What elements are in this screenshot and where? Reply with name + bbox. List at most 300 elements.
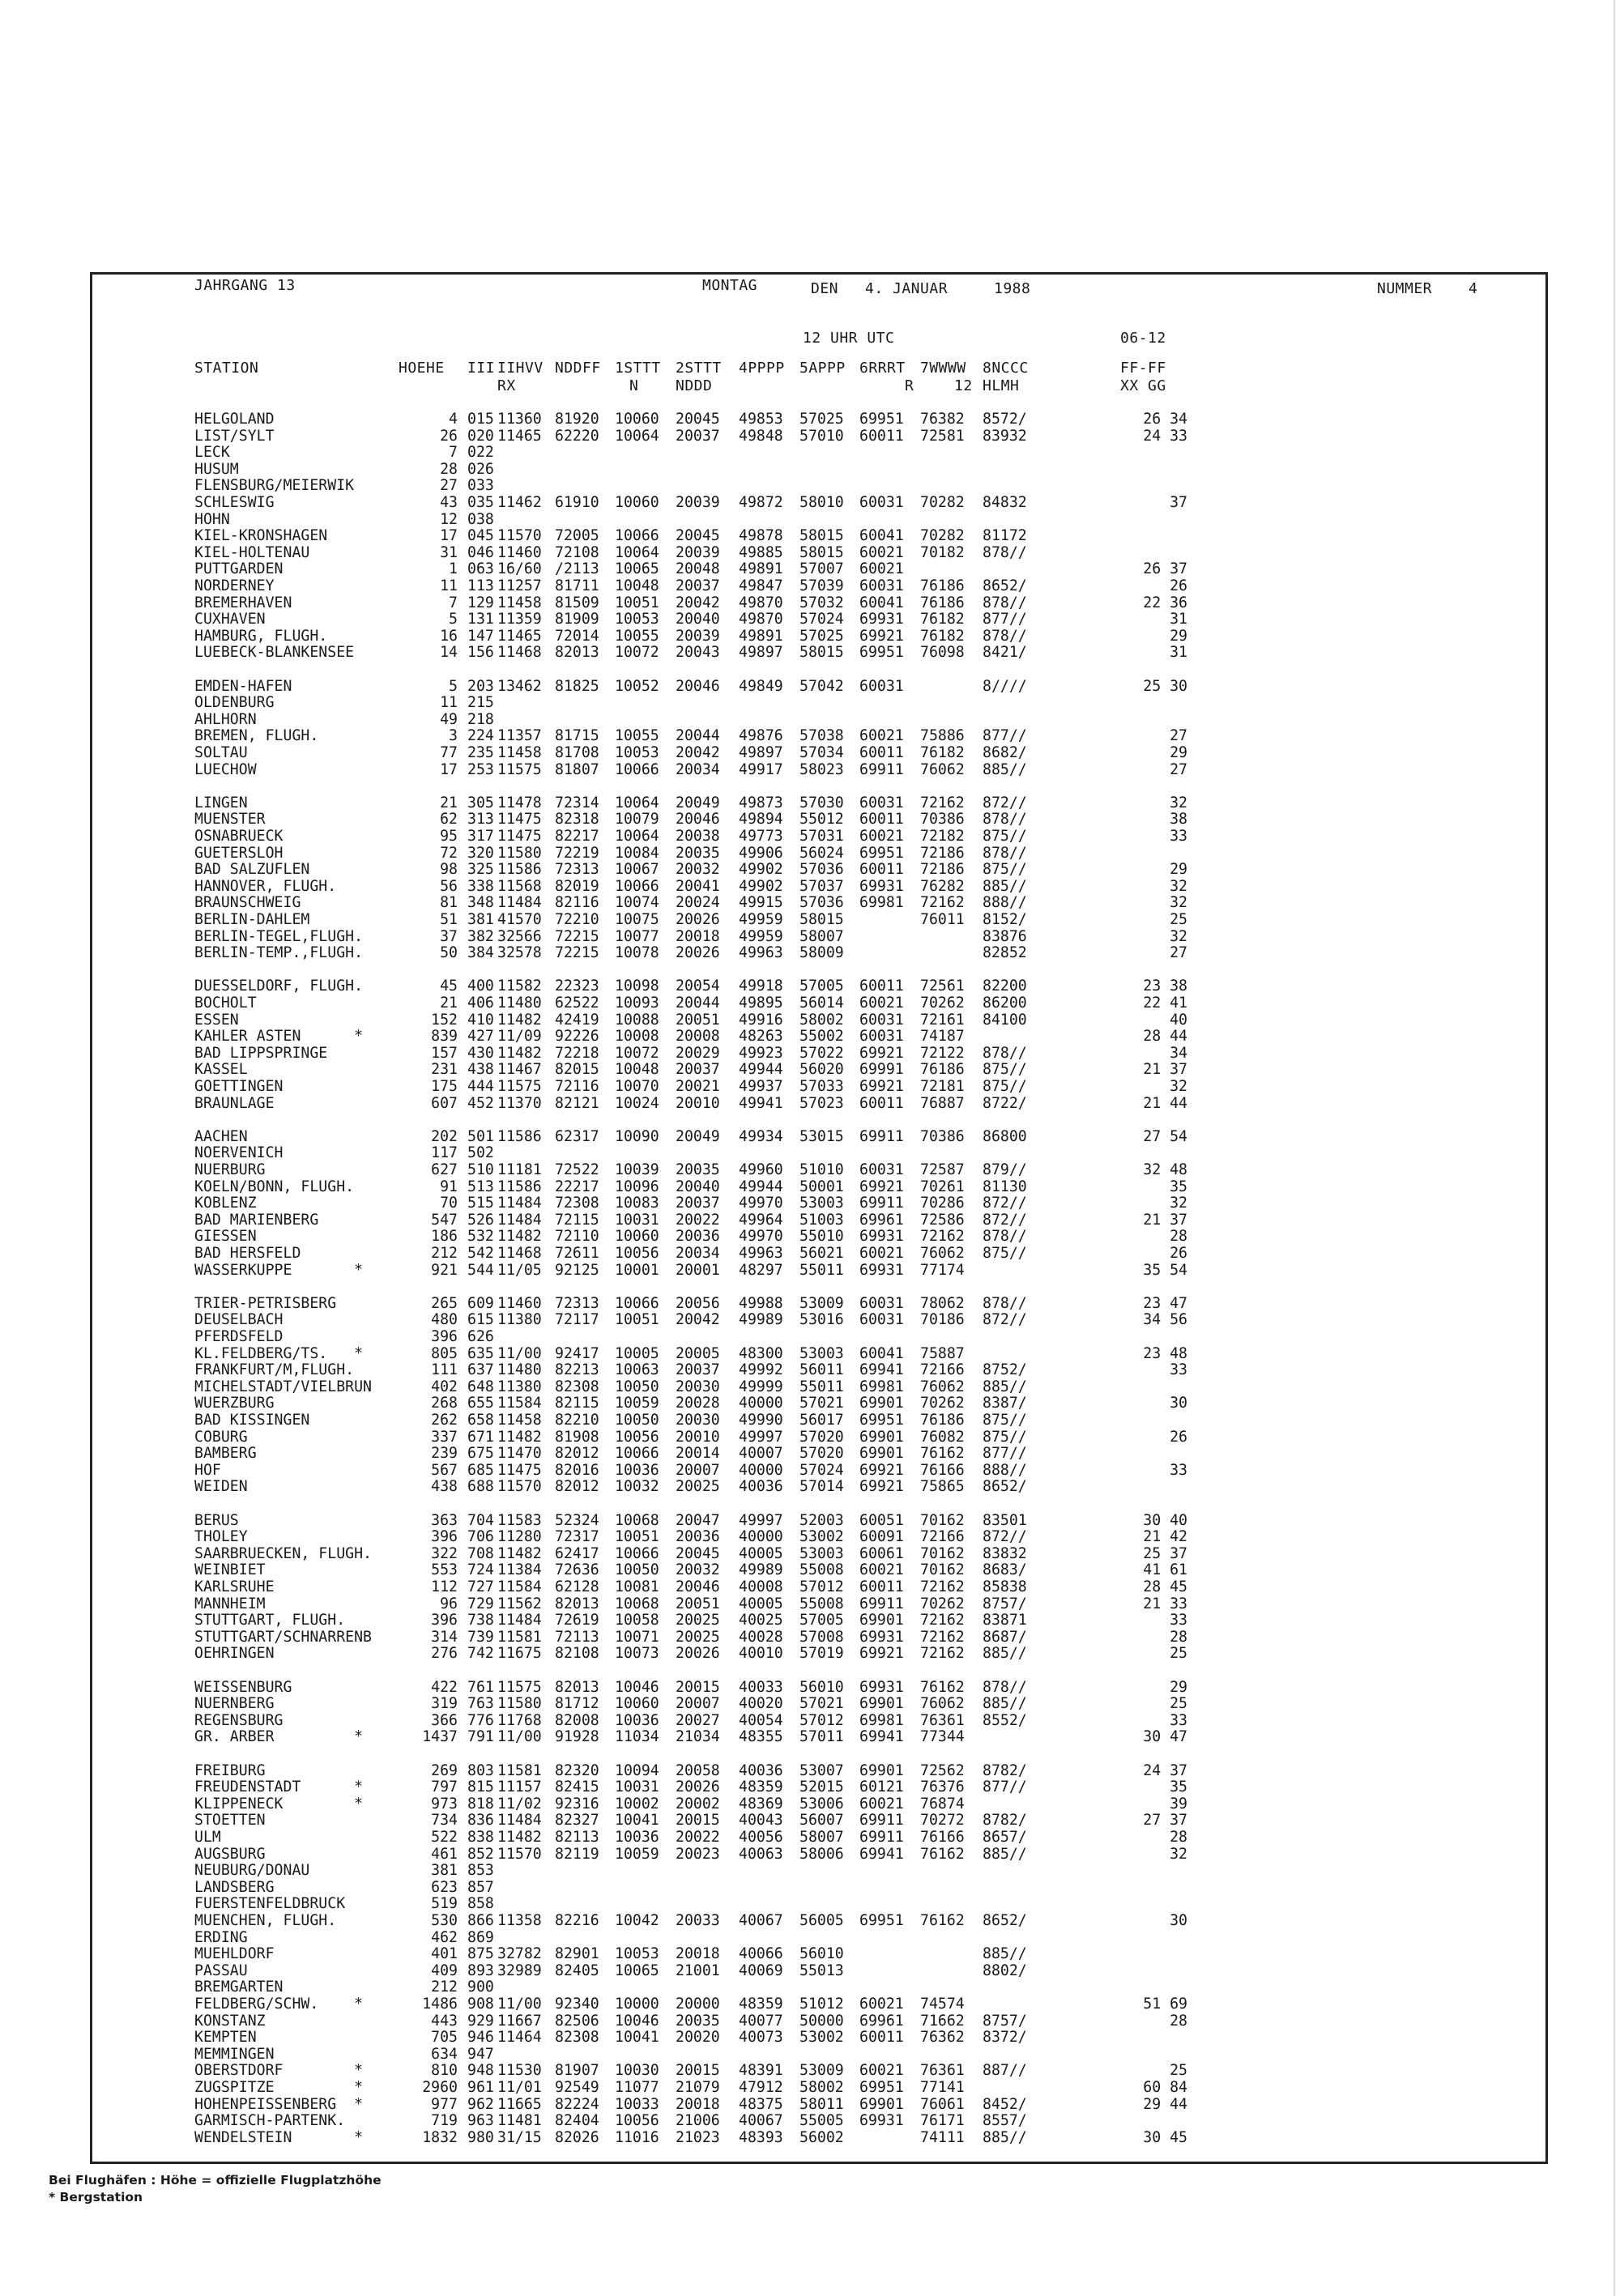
group-iihvv: 11575 (497, 760, 542, 778)
station-index: 729 (467, 1595, 494, 1612)
group-nddff: 52324 (555, 1511, 599, 1529)
group-8nccc: 82852 (983, 944, 1027, 962)
group-1sttt: 10096 (615, 1178, 659, 1195)
group-1sttt: 10050 (615, 1561, 659, 1579)
station-index: 015 (467, 411, 494, 428)
group-5appp: 53009 (799, 1294, 844, 1312)
station-height: 231 (431, 1061, 458, 1079)
group-6rrrt: 60011 (859, 744, 904, 761)
group-5appp: 51010 (799, 1161, 844, 1178)
group-7wwww: 70386 (920, 811, 965, 829)
group-1sttt: 10068 (615, 1595, 659, 1612)
station-height: 2960 (422, 2079, 458, 2096)
station-name: LINGEN (194, 794, 248, 811)
station-name: HELGOLAND (194, 411, 275, 428)
table-row (194, 1296, 1531, 1313)
station-name: NUERBURG (194, 1161, 266, 1178)
station-height: 152 (431, 1011, 458, 1029)
station-index: 384 (467, 944, 494, 962)
group-nddff: 72317 (555, 1528, 599, 1546)
group-2sttt: 20046 (676, 677, 720, 695)
group-4pppp: 49997 (739, 1428, 783, 1446)
group-5appp: 57010 (799, 427, 844, 445)
group-5appp: 57031 (799, 828, 844, 845)
group-6rrrt: 60031 (859, 794, 904, 811)
page-edge-line (1614, 0, 1615, 2296)
station-height: 443 (431, 2012, 458, 2030)
group-5appp: 55012 (799, 811, 844, 829)
station-index: 515 (467, 1195, 494, 1212)
station-index: 510 (467, 1161, 494, 1178)
group-1sttt: 10056 (615, 1245, 659, 1262)
station-index: 382 (467, 927, 494, 945)
group-6rrrt: 69921 (859, 627, 904, 645)
station-index: 215 (467, 694, 494, 712)
group-5appp: 52003 (799, 1511, 844, 1529)
group-1sttt: 10066 (615, 877, 659, 895)
station-name: KONSTANZ (194, 2012, 266, 2030)
group-iihvv: 11380 (497, 1311, 542, 1329)
table-row (194, 1596, 1531, 1613)
station-index: 655 (467, 1395, 494, 1412)
station-height: 480 (431, 1311, 458, 1329)
group-iihvv: 11464 (497, 2029, 542, 2047)
group-4pppp: 40043 (739, 1812, 783, 1830)
station-name: GUETERSLOH (194, 844, 284, 862)
group-iihvv: 11667 (497, 2012, 542, 2030)
group-8nccc: 83876 (983, 927, 1027, 945)
table-row (194, 1379, 1531, 1396)
group-iihvv: 11360 (497, 411, 542, 428)
group-8nccc: 8757/ (983, 2012, 1027, 2030)
group-4pppp: 48359 (739, 1996, 783, 2013)
ff-gust: 29 44 (1143, 2095, 1187, 2113)
group-1sttt: 11077 (615, 2079, 659, 2096)
group-1sttt: 10098 (615, 978, 659, 995)
station-index: 615 (467, 1311, 494, 1329)
ff-gust: 25 30 (1143, 677, 1187, 695)
ff-gust: 29 (1170, 1678, 1187, 1696)
group-nddff: 72218 (555, 1044, 599, 1062)
ff-gust: 29 (1170, 744, 1187, 761)
table-row (194, 445, 1531, 462)
group-4pppp: 48375 (739, 2095, 783, 2113)
station-index: 929 (467, 2012, 494, 2030)
group-7wwww: 70162 (920, 1561, 965, 1579)
group-4pppp: 49847 (739, 577, 783, 594)
group-5appp: 57011 (799, 1728, 844, 1746)
group-7wwww: 72562 (920, 1761, 965, 1779)
station-height: 268 (431, 1395, 458, 1412)
group-5appp: 53003 (799, 1344, 844, 1362)
group-nddff: 72116 (555, 1078, 599, 1095)
col-6rrrt-sub: R (905, 377, 914, 394)
station-height: 91 (440, 1178, 458, 1195)
station-name: LIST/SYLT (194, 427, 275, 445)
group-1sttt: 11016 (615, 2128, 659, 2146)
group-1sttt: 10060 (615, 1695, 659, 1713)
group-7wwww: 70386 (920, 1127, 965, 1145)
station-index: 963 (467, 2112, 494, 2130)
station-height: 7 (449, 594, 458, 611)
station-height: 96 (440, 1595, 458, 1612)
group-6rrrt: 69931 (859, 2112, 904, 2130)
group-4pppp: 40054 (739, 1711, 783, 1729)
group-1sttt: 10053 (615, 611, 659, 628)
group-8nccc: 8683/ (983, 1561, 1027, 1579)
group-1sttt: 10059 (615, 1845, 659, 1863)
group-5appp: 55008 (799, 1595, 844, 1612)
group-8nccc: 875// (983, 828, 1027, 845)
group-2sttt: 20007 (676, 1695, 720, 1713)
group-7wwww: 76062 (920, 1245, 965, 1262)
group-6rrrt: 69921 (859, 1178, 904, 1195)
group-5appp: 55013 (799, 1962, 844, 1979)
group-1sttt: 10052 (615, 677, 659, 695)
group-nddff: 42419 (555, 1011, 599, 1029)
group-2sttt: 20025 (676, 1612, 720, 1629)
group-1sttt: 10060 (615, 494, 659, 511)
group-7wwww: 76887 (920, 1094, 965, 1112)
issue-number: 4 (1469, 280, 1478, 297)
group-1sttt: 10024 (615, 1094, 659, 1112)
group-nddff: 62317 (555, 1127, 599, 1145)
group-2sttt: 20056 (676, 1294, 720, 1312)
ff-gust: 27 (1170, 760, 1187, 778)
station-name: BREMERHAVEN (194, 594, 292, 611)
group-nddff: 62522 (555, 995, 599, 1012)
station-index: 203 (467, 677, 494, 695)
group-7wwww: 76166 (920, 1829, 965, 1846)
table-row (194, 1162, 1531, 1179)
group-7wwww: 70162 (920, 1544, 965, 1562)
volume-label: JAHRGANG 13 (194, 277, 296, 294)
group-5appp: 58023 (799, 760, 844, 778)
group-iihvv: 11/09 (497, 1028, 542, 1046)
group-4pppp: 40073 (739, 2029, 783, 2047)
group-7wwww: 70262 (920, 1595, 965, 1612)
table-row (194, 2113, 1531, 2130)
group-8nccc: 875// (983, 1078, 1027, 1095)
group-nddff: 72117 (555, 1311, 599, 1329)
group-nddff: 81825 (555, 677, 599, 695)
group-nddff: 91928 (555, 1728, 599, 1746)
station-height: 186 (431, 1228, 458, 1246)
group-iihvv: 11480 (497, 995, 542, 1012)
station-name: DUESSELDORF, FLUGH. (194, 978, 364, 995)
station-height: 977 (431, 2095, 458, 2113)
group-5appp: 57030 (799, 794, 844, 811)
col-5appp: 5APPP (799, 360, 846, 377)
group-nddff: 82013 (555, 1678, 599, 1696)
group-2sttt: 20045 (676, 411, 720, 428)
group-4pppp: 49853 (739, 411, 783, 428)
group-4pppp: 48369 (739, 1795, 783, 1813)
group-4pppp: 49999 (739, 1378, 783, 1395)
group-1sttt: 10065 (615, 560, 659, 578)
ff-gust: 32 (1170, 794, 1187, 811)
station-name: KOBLENZ (194, 1195, 257, 1212)
group-6rrrt: 69921 (859, 1461, 904, 1479)
group-1sttt: 10078 (615, 944, 659, 962)
group-nddff: 72522 (555, 1161, 599, 1178)
station-name: ERDING (194, 1928, 248, 1946)
col-1sttt-sub: N (629, 377, 639, 394)
group-iihvv: 11586 (497, 1178, 542, 1195)
group-1sttt: 10060 (615, 1228, 659, 1246)
group-2sttt: 20045 (676, 1544, 720, 1562)
group-nddff: 72210 (555, 911, 599, 928)
group-7wwww: 76166 (920, 1461, 965, 1479)
station-index: 761 (467, 1678, 494, 1696)
group-6rrrt: 69951 (859, 844, 904, 862)
group-1sttt: 10005 (615, 1344, 659, 1362)
station-height: 319 (431, 1695, 458, 1713)
group-1sttt: 10072 (615, 644, 659, 662)
group-7wwww: 76361 (920, 2062, 965, 2080)
group-5appp: 53007 (799, 1761, 844, 1779)
group-1sttt: 10056 (615, 2112, 659, 2130)
station-height: 17 (440, 760, 458, 778)
group-8nccc: 8782/ (983, 1812, 1027, 1830)
station-name: FREIBURG (194, 1761, 266, 1779)
group-6rrrt: 60031 (859, 1161, 904, 1178)
group-5appp: 56021 (799, 1245, 844, 1262)
station-index: 063 (467, 560, 494, 578)
group-7wwww: 70186 (920, 1311, 965, 1329)
group-7wwww: 78062 (920, 1294, 965, 1312)
group-2sttt: 20007 (676, 1461, 720, 1479)
station-name: KL.FELDBERG/TS. * (194, 1344, 364, 1362)
group-nddff: 72215 (555, 927, 599, 945)
group-iihvv: 11582 (497, 978, 542, 995)
table-row (194, 1046, 1531, 1063)
ff-gust: 28 (1170, 1829, 1187, 1846)
group-6rrrt: 69981 (859, 1378, 904, 1395)
group-2sttt: 20014 (676, 1445, 720, 1463)
station-height: 797 (431, 1778, 458, 1796)
station-index: 113 (467, 577, 494, 594)
group-iihvv: 11460 (497, 543, 542, 561)
station-index: 900 (467, 1979, 494, 1996)
group-1sttt: 10068 (615, 1511, 659, 1529)
station-index: 947 (467, 2045, 494, 2063)
group-6rrrt: 69911 (859, 1829, 904, 1846)
station-name: GIESSEN (194, 1228, 257, 1246)
group-8nccc: 878// (983, 1678, 1027, 1696)
group-7wwww: 76062 (920, 1378, 965, 1395)
group-8nccc: 8757/ (983, 1595, 1027, 1612)
station-name: THOLEY (194, 1528, 248, 1546)
ff-gust: 28 (1170, 1228, 1187, 1246)
station-height: 50 (440, 944, 458, 962)
table-row (194, 695, 1531, 712)
group-nddff: 72108 (555, 543, 599, 561)
station-name: KAHLER ASTEN * (194, 1028, 364, 1046)
ff-gust: 32 (1170, 1195, 1187, 1212)
station-index: 532 (467, 1228, 494, 1246)
group-nddff: 22323 (555, 978, 599, 995)
group-7wwww: 76186 (920, 1061, 965, 1079)
station-height: 567 (431, 1461, 458, 1479)
group-7wwww: 74187 (920, 1028, 965, 1046)
group-8nccc: 877// (983, 1778, 1027, 1796)
table-row (194, 945, 1531, 962)
col-iii: III (467, 360, 496, 377)
ff-gust: 35 (1170, 1778, 1187, 1796)
footnote-airport-height: Bei Flughäfen : Höhe = offizielle Flugplatzhöhe (49, 2173, 382, 2187)
group-2sttt: 20037 (676, 1195, 720, 1212)
group-5appp: 57021 (799, 1695, 844, 1713)
group-4pppp: 49997 (739, 1511, 783, 1529)
group-6rrrt: 69921 (859, 1078, 904, 1095)
group-iihvv: 11580 (497, 1695, 542, 1713)
group-8nccc: 878// (983, 1044, 1027, 1062)
group-iihvv: 11570 (497, 527, 542, 545)
group-5appp: 58006 (799, 1845, 844, 1863)
group-2sttt: 20035 (676, 1161, 720, 1178)
group-2sttt: 20005 (676, 1344, 720, 1362)
group-1sttt: 10041 (615, 1812, 659, 1830)
group-5appp: 57020 (799, 1445, 844, 1463)
ff-gust: 32 (1170, 927, 1187, 945)
station-index: 706 (467, 1528, 494, 1546)
col-hoehe: HOEHE (399, 360, 445, 377)
group-6rrrt: 60031 (859, 494, 904, 511)
group-nddff: 82308 (555, 1378, 599, 1395)
group-2sttt: 20045 (676, 527, 720, 545)
group-4pppp: 49894 (739, 811, 783, 829)
group-2sttt: 20032 (676, 861, 720, 879)
station-index: 320 (467, 844, 494, 862)
station-index: 022 (467, 444, 494, 462)
group-2sttt: 20046 (676, 811, 720, 829)
group-iihvv: 32782 (497, 1945, 542, 1963)
group-8nccc: 8752/ (983, 1361, 1027, 1379)
table-row (194, 1195, 1531, 1212)
table-row (194, 1029, 1531, 1046)
ff-gust: 27 37 (1143, 1812, 1187, 1830)
group-iihvv: 11/00 (497, 1728, 542, 1746)
group-7wwww: 76062 (920, 1695, 965, 1713)
ff-gust: 27 (1170, 944, 1187, 962)
group-1sttt: 10032 (615, 1478, 659, 1496)
group-4pppp: 49918 (739, 978, 783, 995)
group-1sttt: 10067 (615, 861, 659, 879)
group-2sttt: 20037 (676, 1061, 720, 1079)
group-1sttt: 10046 (615, 1678, 659, 1696)
group-2sttt: 20039 (676, 543, 720, 561)
table-row (194, 1979, 1531, 1996)
group-1sttt: 10051 (615, 594, 659, 611)
group-8nccc: 872// (983, 794, 1027, 811)
station-height: 366 (431, 1711, 458, 1729)
group-2sttt: 20010 (676, 1094, 720, 1112)
station-index: 033 (467, 477, 494, 495)
group-2sttt: 20037 (676, 577, 720, 594)
ff-gust: 27 (1170, 727, 1187, 745)
group-2sttt: 21079 (676, 2079, 720, 2096)
group-7wwww: 72586 (920, 1211, 965, 1229)
table-row (194, 795, 1531, 812)
table-row (194, 1963, 1531, 1980)
group-5appp: 53002 (799, 2029, 844, 2047)
group-1sttt: 10048 (615, 577, 659, 594)
station-name: NUERNBERG (194, 1695, 275, 1713)
group-6rrrt: 69941 (859, 1845, 904, 1863)
group-4pppp: 49885 (739, 543, 783, 561)
group-7wwww: 72182 (920, 828, 965, 845)
station-index: 857 (467, 1878, 494, 1896)
group-6rrrt: 69901 (859, 1395, 904, 1412)
station-name: LUEBECK-BLANKENSEE (194, 644, 355, 662)
station-height: 62 (440, 811, 458, 829)
group-2sttt: 20035 (676, 2012, 720, 2030)
station-height: 17 (440, 527, 458, 545)
group-4pppp: 49963 (739, 1245, 783, 1262)
group-nddff: 82320 (555, 1761, 599, 1779)
group-7wwww: 74111 (920, 2128, 965, 2146)
group-4pppp: 40067 (739, 2112, 783, 2130)
group-iihvv: 11/05 (497, 1261, 542, 1279)
group-7wwww: 76376 (920, 1778, 965, 1796)
group-6rrrt: 69901 (859, 1428, 904, 1446)
group-1sttt: 10065 (615, 1962, 659, 1979)
group-7wwww: 70272 (920, 1812, 965, 1830)
station-height: 265 (431, 1294, 458, 1312)
ff-gust: 37 (1170, 494, 1187, 511)
group-5appp: 58015 (799, 644, 844, 662)
table-row (194, 1680, 1531, 1697)
group-5appp: 57033 (799, 1078, 844, 1095)
station-index: 305 (467, 794, 494, 811)
station-height: 21 (440, 995, 458, 1012)
group-nddff: 82901 (555, 1945, 599, 1963)
group-8nccc: 8557/ (983, 2112, 1027, 2130)
station-index: 836 (467, 1812, 494, 1830)
group-2sttt: 20026 (676, 1778, 720, 1796)
group-iihvv: 11280 (497, 1528, 542, 1546)
table-row (194, 1346, 1531, 1363)
group-8nccc: 879// (983, 1161, 1027, 1178)
group-5appp: 57023 (799, 1094, 844, 1112)
table-row (194, 1847, 1531, 1864)
group-8nccc: 875// (983, 1245, 1027, 1262)
group-4pppp: 48393 (739, 2128, 783, 2146)
station-height: 4 (449, 411, 458, 428)
group-7wwww: 70262 (920, 995, 965, 1012)
group-6rrrt: 69991 (859, 1061, 904, 1079)
station-height: 276 (431, 1645, 458, 1663)
group-4pppp: 48300 (739, 1344, 783, 1362)
group-5appp: 57022 (799, 1044, 844, 1062)
group-iihvv: 11482 (497, 1228, 542, 1246)
group-2sttt: 20049 (676, 1127, 720, 1145)
station-name: AACHEN (194, 1127, 248, 1145)
group-1sttt: 10064 (615, 543, 659, 561)
station-name: PUTTGARDEN (194, 560, 284, 578)
station-height: 77 (440, 744, 458, 761)
group-2sttt: 20027 (676, 1711, 720, 1729)
station-height: 269 (431, 1761, 458, 1779)
group-1sttt: 10031 (615, 1778, 659, 1796)
group-6rrrt: 69911 (859, 1195, 904, 1212)
group-2sttt: 20037 (676, 1361, 720, 1379)
group-2sttt: 20043 (676, 644, 720, 662)
group-8nccc: 878// (983, 844, 1027, 862)
ff-gust: 25 (1170, 1695, 1187, 1713)
group-nddff: 82404 (555, 2112, 599, 2130)
